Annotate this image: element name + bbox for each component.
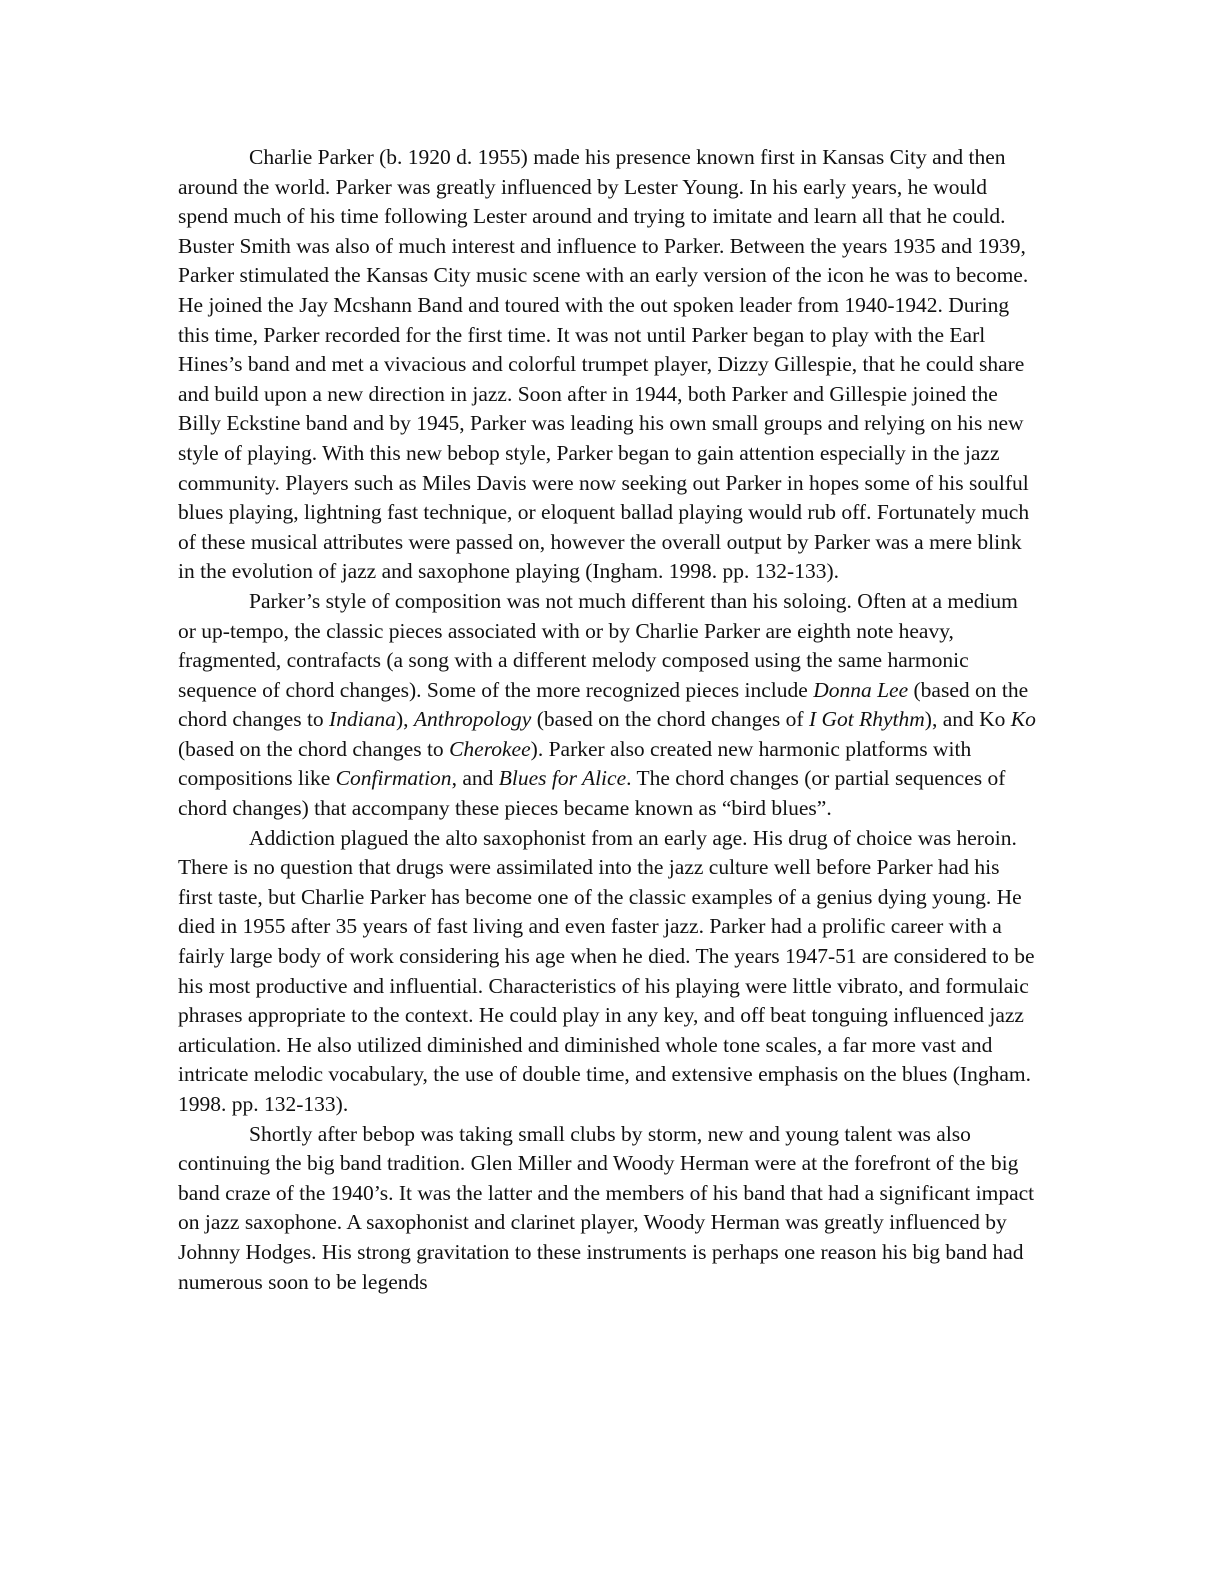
text-segment: . The chord changes (or partial sequences of chord changes) that accompany these pieces became known as “bird blues”. [178,766,1006,821]
italic-title: I Got Rhythm [808,707,925,732]
text-segment: ), [395,707,414,732]
italic-title: Ko [1010,707,1036,732]
paragraph-big-band-woody-herman [178,1120,1038,1298]
text-segment: Parker’s style of composition was not much different than his soloing. Often at a medium or up-tempo, the classic pieces associated with or by Charlie Parker are eighth note heavy, fragmented, contrafacts (a song with a different melody composed using the same harmonic sequence of chord changes). Some of the more recognized pieces include [178,588,1018,702]
italic-title: Indiana [329,707,396,732]
text-segment: ). Parker also created new harmonic platforms with compositions like [178,736,972,791]
italic-title: Cherokee [449,736,531,761]
paragraph-charlie-parker-biography [178,143,1038,587]
paragraph-parker-composition-style [178,587,1038,824]
text-segment: Addiction plagued the alto saxophonist from an early age. His drug of choice was heroin. There is no question that drugs were assimilated into the jazz culture well before Parker had his first taste, but Charlie Parker has become one of the classic examples of a genius dying young. He died in 1955 after 35 years of fast living and even faster jazz. Parker had a prolific career with a fairly large body of work considering his age when he died. The years 1947-51 are considered to be his most productive and influential. Characteristics of his playing were little vibrato, and formulaic phrases appropriate to the context. He could play in any key, and off beat tonguing influenced jazz articulation. He also utilized diminished and diminished whole tone scales, a far more vast and intricate melodic vocabulary, the use of double time, and extensive emphasis on the blues (Ingham. 1998. pp. 132-133). [178,825,1035,1116]
text-segment: (based on the chord changes to [178,677,1029,732]
text-segment: , and [451,766,499,791]
text-segment: (based on the chord changes to [178,736,450,761]
paragraph-parker-addiction-and-playing [178,824,1038,1120]
document-page [178,143,1038,1297]
text-segment: (based on the chord changes of [531,707,809,732]
text-segment: Shortly after bebop was taking small clubs by storm, new and young talent was also continuing the big band tradition. Glen Miller and Woody Herman were at the forefront of the big band craze of the 1940’s. It was the latter and the members of his band that had a significant impact on jazz saxophone. A saxophonist and clarinet player, Woody Herman was greatly influenced by Johnny Hodges. His strong gravitation to these instruments is perhaps one reason his big band had numerous soon to be legends [178,1121,1035,1294]
italic-title: Donna Lee [813,677,909,702]
italic-title: Blues for Alice [498,766,627,791]
text-segment: ), and Ko [924,707,1011,732]
italic-title: Confirmation [335,766,452,791]
italic-title: Anthropology [413,707,532,732]
text-segment: Charlie Parker (b. 1920 d. 1955) made his presence known first in Kansas City and then around the world. Parker was greatly influenced by Lester Young. In his early years, he would spend much of his time following Lester around and trying to imitate and learn all that he could. Buster Smith was also of much interest and influence to Parker. Between the years 1935 and 1939, Parker stimulated the Kansas City music scene with an early version of the icon he was to become. He joined the Jay Mcshann Band and toured with the out spoken leader from 1940-1942. During this time, Parker recorded for the first time. It was not until Parker began to play with the Earl Hines’s band and met a vivacious and colorful trumpet player, Dizzy Gillespie, that he could share and build upon a new direction in jazz. Soon after in 1944, both Parker and Gillespie joined the Billy Eckstine band and by 1945, Parker was leading his own small groups and relying on his new style of playing. With this new bebop style, Parker began to gain attention especially in the jazz community. Players such as Miles Davis were now seeking out Parker in hopes some of his soulful blues playing, lightning fast technique, or eloquent ballad playing would rub off. Fortunately much of these musical attributes were passed on, however the overall output by Parker was a mere blink in the evolution of jazz and saxophone playing (Ingham. 1998. pp. 132-133). [178,145,1030,584]
